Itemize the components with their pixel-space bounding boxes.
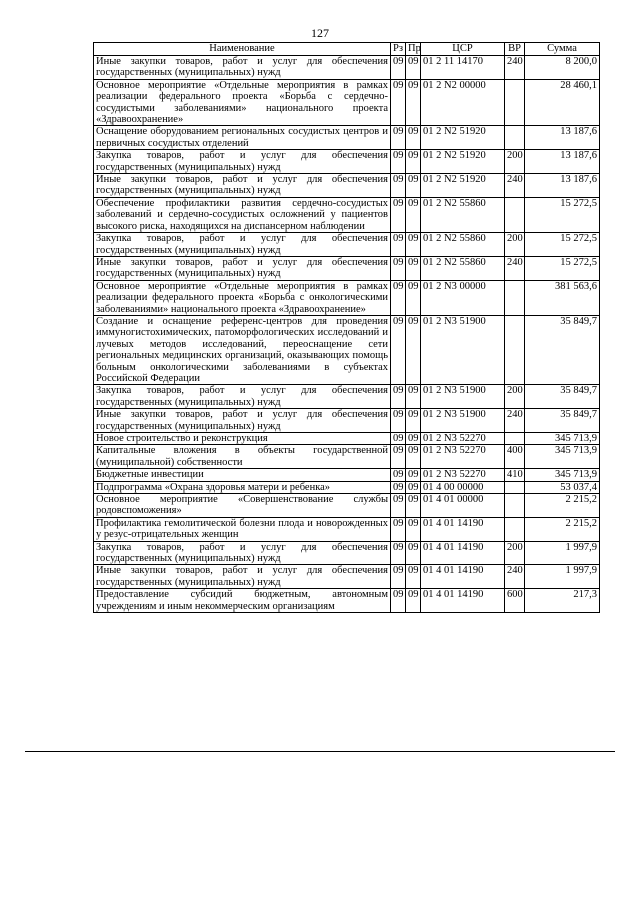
table-row [94, 541, 600, 565]
cell-vr: 240 [505, 409, 525, 433]
cell-csr: 01 2 N2 51920 [421, 126, 505, 150]
cell-csr: 01 2 N3 52270 [421, 445, 505, 469]
cell-pr: 09 [406, 481, 421, 493]
cell-csr: 01 2 N2 51920 [421, 150, 505, 174]
cell-csr: 01 2 N2 55860 [421, 233, 505, 257]
cell-sum: 345 713,9 [525, 469, 600, 481]
cell-sum: 15 272,5 [525, 197, 600, 232]
cell-sum: 1 997,9 [525, 541, 600, 565]
cell-name: Обеспечение профилактики развития сердечно-сосудистых заболеваний и сердечно-сосудистых осложнений у пациентов высокого риска, находящихся на диспансерном наблюдении [94, 197, 391, 232]
cell-vr: 240 [505, 56, 525, 80]
cell-csr: 01 2 N2 51920 [421, 174, 505, 198]
cell-csr: 01 2 N3 51900 [421, 385, 505, 409]
cell-name: Капитальные вложения в объекты государственной (муниципальной) собственности [94, 445, 391, 469]
cell-vr [505, 280, 525, 315]
cell-rz: 09 [391, 589, 406, 613]
cell-csr: 01 2 N3 00000 [421, 280, 505, 315]
table-row [94, 433, 600, 445]
cell-pr: 09 [406, 150, 421, 174]
page-number: 127 [311, 26, 329, 40]
cell-rz: 09 [391, 469, 406, 481]
cell-vr [505, 126, 525, 150]
cell-csr: 01 2 N3 52270 [421, 469, 505, 481]
cell-vr: 200 [505, 233, 525, 257]
cell-name: Основное мероприятие «Совершенствование службы родовспоможения» [94, 494, 391, 518]
cell-rz: 09 [391, 56, 406, 80]
cell-name: Иные закупки товаров, работ и услуг для обеспечения государственных (муниципальных) нужд [94, 174, 391, 198]
cell-sum: 13 187,6 [525, 174, 600, 198]
cell-rz: 09 [391, 197, 406, 232]
cell-pr: 09 [406, 517, 421, 541]
cell-sum: 217,3 [525, 589, 600, 613]
cell-sum: 15 272,5 [525, 233, 600, 257]
cell-rz: 09 [391, 126, 406, 150]
cell-csr: 01 4 01 14190 [421, 517, 505, 541]
table-row [94, 409, 600, 433]
header-vr: ВР [505, 43, 525, 56]
cell-sum: 8 200,0 [525, 56, 600, 80]
cell-name: Закупка товаров, работ и услуг для обеспечения государственных (муниципальных) нужд [94, 541, 391, 565]
cell-vr: 200 [505, 385, 525, 409]
cell-rz: 09 [391, 233, 406, 257]
cell-vr [505, 433, 525, 445]
cell-csr: 01 4 01 00000 [421, 494, 505, 518]
cell-name: Профилактика гемолитической болезни плода и новорожденных у резус-отрицательных женщин [94, 517, 391, 541]
cell-rz: 09 [391, 315, 406, 384]
cell-rz: 09 [391, 174, 406, 198]
cell-csr: 01 4 01 14190 [421, 565, 505, 589]
cell-sum: 53 037,4 [525, 481, 600, 493]
cell-name: Закупка товаров, работ и услуг для обеспечения государственных (муниципальных) нужд [94, 150, 391, 174]
cell-rz: 09 [391, 481, 406, 493]
table-row [94, 280, 600, 315]
table-row [94, 174, 600, 198]
cell-vr [505, 517, 525, 541]
cell-name: Иные закупки товаров, работ и услуг для обеспечения государственных (муниципальных) нужд [94, 256, 391, 280]
cell-name: Оснащение оборудованием региональных сосудистых центров и первичных сосудистых отделений [94, 126, 391, 150]
cell-pr: 09 [406, 233, 421, 257]
cell-name: Иные закупки товаров, работ и услуг для обеспечения государственных (муниципальных) нужд [94, 409, 391, 433]
cell-sum: 345 713,9 [525, 445, 600, 469]
cell-vr: 410 [505, 469, 525, 481]
cell-vr: 600 [505, 589, 525, 613]
table-row [94, 233, 600, 257]
cell-csr: 01 2 N2 55860 [421, 197, 505, 232]
cell-sum: 15 272,5 [525, 256, 600, 280]
cell-vr: 200 [505, 541, 525, 565]
cell-pr: 09 [406, 280, 421, 315]
cell-vr: 240 [505, 256, 525, 280]
cell-sum: 35 849,7 [525, 409, 600, 433]
cell-rz: 09 [391, 150, 406, 174]
cell-vr: 400 [505, 445, 525, 469]
table-row [94, 565, 600, 589]
cell-name: Основное мероприятие «Отдельные мероприятия в рамках реализации федерального проекта «Борьба с сердечно-сосудистыми заболеваниями» национального проекта «Здравоохранение» [94, 79, 391, 126]
cell-name: Закупка товаров, работ и услуг для обеспечения государственных (муниципальных) нужд [94, 385, 391, 409]
cell-name: Закупка товаров, работ и услуг для обеспечения государственных (муниципальных) нужд [94, 233, 391, 257]
cell-name: Иные закупки товаров, работ и услуг для обеспечения государственных (муниципальных) нужд [94, 56, 391, 80]
cell-sum: 381 563,6 [525, 280, 600, 315]
cell-pr: 09 [406, 589, 421, 613]
cell-csr: 01 4 01 14190 [421, 589, 505, 613]
cell-pr: 09 [406, 494, 421, 518]
cell-rz: 09 [391, 494, 406, 518]
table-row [94, 469, 600, 481]
header-sum: Сумма [525, 43, 600, 56]
cell-name: Основное мероприятие «Отдельные мероприятия в рамках реализации федерального проекта «Борьба с онкологическими заболеваниями» национального проекта «Здравоохранение» [94, 280, 391, 315]
cell-csr: 01 4 00 00000 [421, 481, 505, 493]
cell-name: Создание и оснащение референс-центров для проведения иммуногистохимических, патоморфологических исследований и лучевых методов исследований, переоснащение сети региональных медицинских организаций, оказывающих помощь больным онкологическими заболеваниями в субъектах Российской Федерации [94, 315, 391, 384]
cell-rz: 09 [391, 565, 406, 589]
cell-sum: 2 215,2 [525, 517, 600, 541]
cell-rz: 09 [391, 256, 406, 280]
cell-pr: 09 [406, 409, 421, 433]
cell-name: Иные закупки товаров, работ и услуг для обеспечения государственных (муниципальных) нужд [94, 565, 391, 589]
cell-csr: 01 2 N3 52270 [421, 433, 505, 445]
cell-sum: 35 849,7 [525, 315, 600, 384]
cell-name: Новое строительство и реконструкция [94, 433, 391, 445]
table-row [94, 79, 600, 126]
cell-rz: 09 [391, 409, 406, 433]
cell-sum: 28 460,1 [525, 79, 600, 126]
cell-vr [505, 79, 525, 126]
table-row [94, 494, 600, 518]
cell-pr: 09 [406, 565, 421, 589]
cell-pr: 09 [406, 79, 421, 126]
cell-pr: 09 [406, 445, 421, 469]
header-rz: Рз [391, 43, 406, 56]
cell-pr: 09 [406, 174, 421, 198]
cell-pr: 09 [406, 385, 421, 409]
cell-name: Бюджетные инвестиции [94, 469, 391, 481]
cell-vr [505, 315, 525, 384]
cell-sum: 13 187,6 [525, 126, 600, 150]
header-name: Наименование [94, 43, 391, 56]
table-row [94, 589, 600, 613]
header-pr: Пр [406, 43, 421, 56]
table-row [94, 56, 600, 80]
cell-csr: 01 2 N2 55860 [421, 256, 505, 280]
cell-rz: 09 [391, 280, 406, 315]
table-row [94, 385, 600, 409]
cell-sum: 345 713,9 [525, 433, 600, 445]
cell-pr: 09 [406, 315, 421, 384]
cell-pr: 09 [406, 256, 421, 280]
cell-pr: 09 [406, 56, 421, 80]
cell-sum: 13 187,6 [525, 150, 600, 174]
cell-name: Подпрограмма «Охрана здоровья матери и ребенка» [94, 481, 391, 493]
cell-vr: 240 [505, 565, 525, 589]
budget-table [93, 42, 600, 613]
cell-rz: 09 [391, 541, 406, 565]
cell-csr: 01 2 N2 00000 [421, 79, 505, 126]
cell-vr: 200 [505, 150, 525, 174]
table-row [94, 315, 600, 384]
cell-name: Предоставление субсидий бюджетным, автономным учреждениям и иным некоммерческим организациям [94, 589, 391, 613]
header-csr: ЦСР [421, 43, 505, 56]
table-row [94, 481, 600, 493]
cell-rz: 09 [391, 517, 406, 541]
cell-pr: 09 [406, 126, 421, 150]
cell-vr: 240 [505, 174, 525, 198]
table-row [94, 517, 600, 541]
page-divider [25, 751, 615, 752]
cell-rz: 09 [391, 433, 406, 445]
cell-rz: 09 [391, 385, 406, 409]
cell-sum: 2 215,2 [525, 494, 600, 518]
cell-pr: 09 [406, 469, 421, 481]
cell-vr [505, 494, 525, 518]
cell-sum: 35 849,7 [525, 385, 600, 409]
cell-csr: 01 4 01 14190 [421, 541, 505, 565]
cell-pr: 09 [406, 541, 421, 565]
table-row [94, 256, 600, 280]
cell-csr: 01 2 11 14170 [421, 56, 505, 80]
cell-pr: 09 [406, 433, 421, 445]
cell-pr: 09 [406, 197, 421, 232]
table-row [94, 197, 600, 232]
table-row [94, 126, 600, 150]
cell-csr: 01 2 N3 51900 [421, 409, 505, 433]
cell-rz: 09 [391, 79, 406, 126]
table-header-row [94, 43, 600, 56]
cell-vr [505, 481, 525, 493]
table-row [94, 445, 600, 469]
cell-csr: 01 2 N3 51900 [421, 315, 505, 384]
cell-sum: 1 997,9 [525, 565, 600, 589]
cell-vr [505, 197, 525, 232]
cell-rz: 09 [391, 445, 406, 469]
table-row [94, 150, 600, 174]
